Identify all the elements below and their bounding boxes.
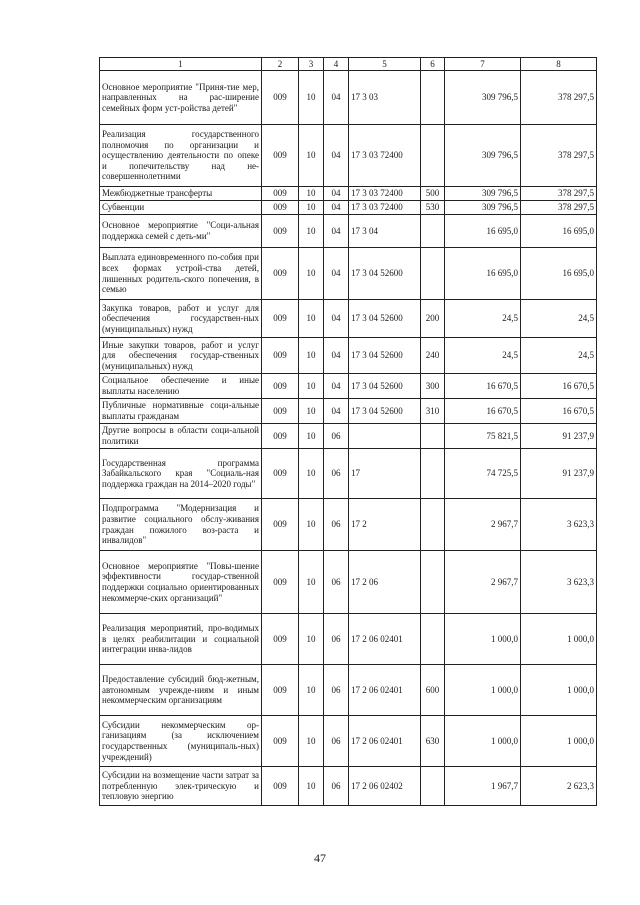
row-subsection-code: 04 (324, 399, 349, 424)
row-amount-col8: 16 670,5 (521, 374, 597, 399)
row-amount-col8: 24,5 (521, 338, 597, 374)
row-expense-type (421, 248, 445, 300)
row-name: Основное мероприятие "Повы-шение эффективности государ-ственной поддержки социально ориентированных некоммерче-ских организаций" (100, 551, 262, 614)
table-row (100, 338, 597, 374)
table-row (100, 215, 597, 248)
row-expense-type (421, 551, 445, 614)
row-expense-type (421, 71, 445, 125)
row-expense-type (421, 424, 445, 449)
row-amount-col8: 91 237,9 (521, 424, 597, 449)
table-row (100, 300, 597, 338)
row-ministry-code: 009 (262, 614, 299, 665)
row-section-code: 10 (299, 614, 324, 665)
row-amount-col7: 16 670,5 (445, 399, 521, 424)
row-ministry-code: 009 (262, 716, 299, 767)
row-section-code: 10 (299, 374, 324, 399)
row-amount-col8: 1 000,0 (521, 716, 597, 767)
header-row (100, 58, 597, 71)
table-row (100, 71, 597, 125)
table-row (100, 551, 597, 614)
row-subsection-code: 04 (324, 125, 349, 187)
row-amount-col7: 75 821,5 (445, 424, 521, 449)
row-section-code: 10 (299, 551, 324, 614)
row-amount-col7: 309 796,5 (445, 201, 521, 215)
row-expense-type (421, 125, 445, 187)
row-name: Субсидии на возмещение части затрат за потребленную элек-трическую и тепловую энергию (100, 767, 262, 806)
row-ministry-code: 009 (262, 399, 299, 424)
row-amount-col7: 16 695,0 (445, 248, 521, 300)
row-subsection-code: 06 (324, 665, 349, 716)
row-section-code: 10 (299, 424, 324, 449)
row-name: Социальное обеспечение и иные выплаты населению (100, 374, 262, 399)
row-ministry-code: 009 (262, 551, 299, 614)
row-amount-col7: 74 725,5 (445, 449, 521, 499)
row-subsection-code: 04 (324, 248, 349, 300)
header-col-1: 1 (100, 58, 262, 71)
row-name: Закупка товаров, работ и услуг для обеспечения государствен-ных (муниципальных) нужд (100, 300, 262, 338)
row-name: Основное мероприятие "Соци-альная поддержка семей с деть-ми" (100, 215, 262, 248)
header-col-3: 3 (299, 58, 324, 71)
table-header (100, 58, 597, 71)
row-amount-col7: 1 000,0 (445, 716, 521, 767)
row-section-code: 10 (299, 399, 324, 424)
row-subsection-code: 06 (324, 499, 349, 551)
row-target-article: 17 3 03 (349, 71, 421, 125)
row-target-article: 17 3 04 52600 (349, 399, 421, 424)
row-ministry-code: 009 (262, 449, 299, 499)
row-amount-col8: 3 623,3 (521, 551, 597, 614)
row-ministry-code: 009 (262, 187, 299, 201)
row-target-article: 17 3 03 72400 (349, 201, 421, 215)
row-subsection-code: 04 (324, 338, 349, 374)
row-target-article: 17 2 06 02402 (349, 767, 421, 806)
row-target-article: 17 (349, 449, 421, 499)
row-expense-type (421, 499, 445, 551)
row-name: Реализация мероприятий, про-водимых в целях реабилитации и социальной интеграции инва-лидов (100, 614, 262, 665)
row-subsection-code: 06 (324, 716, 349, 767)
row-target-article: 17 3 04 52600 (349, 374, 421, 399)
row-name: Субсидии некоммерческим ор-ганизациям (за исключением государственных (муниципаль-ных) учреждений) (100, 716, 262, 767)
table-row (100, 125, 597, 187)
table-body (100, 71, 597, 806)
row-section-code: 10 (299, 215, 324, 248)
row-section-code: 10 (299, 187, 324, 201)
row-expense-type (421, 614, 445, 665)
row-target-article: 17 3 03 72400 (349, 187, 421, 201)
row-name: Другие вопросы в области соци-альной политики (100, 424, 262, 449)
row-amount-col7: 309 796,5 (445, 125, 521, 187)
table-row (100, 449, 597, 499)
row-expense-type: 240 (421, 338, 445, 374)
row-amount-col7: 24,5 (445, 338, 521, 374)
row-subsection-code: 06 (324, 551, 349, 614)
row-section-code: 10 (299, 125, 324, 187)
row-amount-col7: 16 670,5 (445, 374, 521, 399)
row-name: Субвенции (100, 201, 262, 215)
row-ministry-code: 009 (262, 499, 299, 551)
row-target-article (349, 424, 421, 449)
row-section-code: 10 (299, 499, 324, 551)
row-amount-col7: 1 967,7 (445, 767, 521, 806)
row-section-code: 10 (299, 300, 324, 338)
row-subsection-code: 04 (324, 201, 349, 215)
row-target-article: 17 2 (349, 499, 421, 551)
row-amount-col7: 309 796,5 (445, 71, 521, 125)
row-name: Основное мероприятие "Приня-тие мер, направленных на рас-ширение семейных форм уст-ройства детей" (100, 71, 262, 125)
row-section-code: 10 (299, 716, 324, 767)
row-amount-col8: 378 297,5 (521, 71, 597, 125)
row-amount-col8: 2 623,3 (521, 767, 597, 806)
row-ministry-code: 009 (262, 201, 299, 215)
row-amount-col7: 1 000,0 (445, 614, 521, 665)
row-amount-col7: 24,5 (445, 300, 521, 338)
row-target-article: 17 3 04 (349, 215, 421, 248)
table-row (100, 767, 597, 806)
row-amount-col8: 1 000,0 (521, 665, 597, 716)
row-expense-type (421, 449, 445, 499)
row-subsection-code: 04 (324, 71, 349, 125)
row-amount-col8: 378 297,5 (521, 201, 597, 215)
header-col-7: 7 (445, 58, 521, 71)
row-ministry-code: 009 (262, 71, 299, 125)
row-subsection-code: 04 (324, 215, 349, 248)
table-row (100, 716, 597, 767)
row-subsection-code: 06 (324, 767, 349, 806)
row-target-article: 17 2 06 02401 (349, 665, 421, 716)
row-subsection-code: 04 (324, 374, 349, 399)
row-name: Предоставление субсидий бюд-жетным, автономным учрежде-ниям и иным некоммерческим организациям (100, 665, 262, 716)
row-amount-col8: 16 670,5 (521, 399, 597, 424)
table-row (100, 187, 597, 201)
row-expense-type: 500 (421, 187, 445, 201)
header-col-8: 8 (521, 58, 597, 71)
header-col-2: 2 (262, 58, 299, 71)
table-row (100, 424, 597, 449)
row-expense-type (421, 215, 445, 248)
row-name: Межбюджетные трансферты (100, 187, 262, 201)
row-expense-type: 600 (421, 665, 445, 716)
header-col-6: 6 (421, 58, 445, 71)
row-ministry-code: 009 (262, 374, 299, 399)
row-subsection-code: 06 (324, 424, 349, 449)
row-section-code: 10 (299, 71, 324, 125)
row-target-article: 17 3 04 52600 (349, 300, 421, 338)
row-ministry-code: 009 (262, 215, 299, 248)
table-row (100, 499, 597, 551)
header-col-4: 4 (324, 58, 349, 71)
row-target-article: 17 2 06 02401 (349, 614, 421, 665)
table-row (100, 248, 597, 300)
row-name: Государственная программа Забайкальского края "Социаль-ная поддержка граждан на 2014–2020 годы" (100, 449, 262, 499)
row-name: Публичные нормативные соци-альные выплаты гражданам (100, 399, 262, 424)
row-ministry-code: 009 (262, 767, 299, 806)
row-ministry-code: 009 (262, 125, 299, 187)
row-ministry-code: 009 (262, 424, 299, 449)
row-amount-col7: 1 000,0 (445, 665, 521, 716)
row-target-article: 17 2 06 (349, 551, 421, 614)
row-subsection-code: 06 (324, 614, 349, 665)
row-name: Реализация государственного полномочия по организации и осуществлению деятельности по опеке и попечительству над не-совершеннолетними (100, 125, 262, 187)
row-section-code: 10 (299, 767, 324, 806)
row-section-code: 10 (299, 248, 324, 300)
row-target-article: 17 3 04 52600 (349, 248, 421, 300)
row-expense-type: 630 (421, 716, 445, 767)
row-ministry-code: 009 (262, 338, 299, 374)
row-amount-col8: 16 695,0 (521, 215, 597, 248)
row-amount-col8: 3 623,3 (521, 499, 597, 551)
row-amount-col8: 16 695,0 (521, 248, 597, 300)
row-amount-col8: 378 297,5 (521, 187, 597, 201)
row-section-code: 10 (299, 201, 324, 215)
row-section-code: 10 (299, 665, 324, 716)
row-expense-type: 530 (421, 201, 445, 215)
row-name: Выплата единовременного по-собия при всех формах устрой-ства детей, лишенных родитель-ского попечения, в семью (100, 248, 262, 300)
row-amount-col8: 91 237,9 (521, 449, 597, 499)
row-expense-type: 310 (421, 399, 445, 424)
budget-table (99, 57, 597, 806)
row-expense-type (421, 767, 445, 806)
row-name: Иные закупки товаров, работ и услуг для обеспечения государ-ственных (муниципальных) нужд (100, 338, 262, 374)
table-row (100, 399, 597, 424)
table-row (100, 201, 597, 215)
row-expense-type: 200 (421, 300, 445, 338)
row-amount-col7: 309 796,5 (445, 187, 521, 201)
row-target-article: 17 3 03 72400 (349, 125, 421, 187)
row-name: Подпрограмма "Модернизация и развитие социального обслу-живания граждан пожилого воз-раста и инвалидов" (100, 499, 262, 551)
row-amount-col8: 1 000,0 (521, 614, 597, 665)
row-ministry-code: 009 (262, 665, 299, 716)
table-row (100, 665, 597, 716)
header-col-5: 5 (349, 58, 421, 71)
row-section-code: 10 (299, 449, 324, 499)
row-amount-col7: 2 967,7 (445, 551, 521, 614)
row-ministry-code: 009 (262, 300, 299, 338)
row-subsection-code: 04 (324, 300, 349, 338)
row-amount-col7: 2 967,7 (445, 499, 521, 551)
row-amount-col7: 16 695,0 (445, 215, 521, 248)
table-row (100, 374, 597, 399)
row-subsection-code: 04 (324, 187, 349, 201)
row-target-article: 17 2 06 02401 (349, 716, 421, 767)
row-ministry-code: 009 (262, 248, 299, 300)
row-section-code: 10 (299, 338, 324, 374)
row-subsection-code: 06 (324, 449, 349, 499)
row-expense-type: 300 (421, 374, 445, 399)
page-number: 47 (314, 851, 326, 865)
table-row (100, 614, 597, 665)
row-amount-col8: 378 297,5 (521, 125, 597, 187)
row-target-article: 17 3 04 52600 (349, 338, 421, 374)
row-amount-col8: 24,5 (521, 300, 597, 338)
